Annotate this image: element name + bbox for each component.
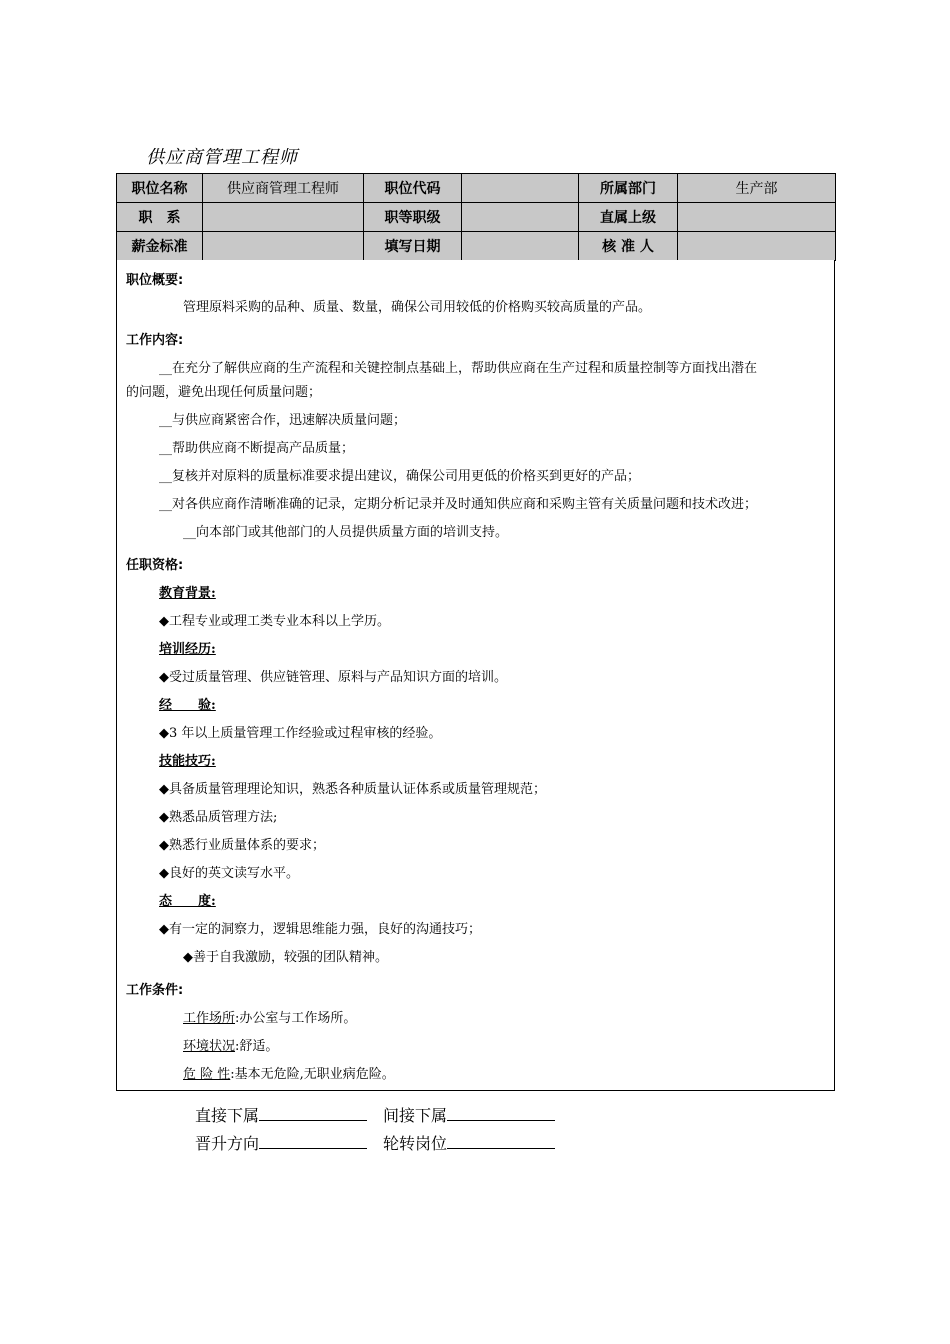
promotion-field — [195, 1131, 367, 1154]
fill-date-value — [462, 232, 579, 261]
indirect-reports-field — [383, 1103, 555, 1126]
promotion-blank[interactable] — [259, 1133, 367, 1149]
risk-value: :基本无危险,无职业病危险。 — [230, 1067, 395, 1082]
work-item: __与供应商紧密合作，迅速解决质量问题； — [159, 413, 407, 428]
environment-value: :舒适。 — [235, 1039, 279, 1054]
environment-line — [183, 1035, 278, 1054]
education-label: 教育背景: — [159, 586, 216, 601]
supervisor-label: 直属上级 — [579, 203, 678, 232]
work-item: __向本部门或其他部门的人员提供质量方面的培训支持。 — [183, 525, 509, 540]
workplace-line — [183, 1007, 356, 1026]
table-row — [117, 232, 836, 261]
position-info-table — [116, 173, 836, 261]
experience-label: 经 验: — [159, 698, 216, 713]
overview-title: 职位概要: — [126, 273, 184, 288]
education-text: ◆工程专业或理工类专业本科以上学历。 — [159, 614, 390, 629]
supervisor-value — [678, 203, 836, 232]
salary-label: 薪金标准 — [117, 232, 203, 261]
workplace-value: :办公室与工作场所。 — [235, 1011, 357, 1026]
approver-value — [678, 232, 836, 261]
fill-date-label: 填写日期 — [364, 232, 462, 261]
department-label: 所属部门 — [579, 174, 678, 203]
promotion-label: 晋升方向 — [195, 1134, 260, 1153]
position-code-value — [462, 174, 579, 203]
work-content-title: 工作内容: — [126, 333, 184, 348]
environment-label: 环境状况 — [183, 1039, 236, 1054]
work-content-section — [116, 320, 835, 546]
rotation-blank[interactable] — [447, 1133, 555, 1149]
rotation-label: 轮转岗位 — [383, 1134, 448, 1153]
department-value: 生产部 — [678, 174, 836, 203]
job-family-label: 职 系 — [117, 203, 203, 232]
skill-item: ◆熟悉品质管理方法; — [159, 810, 278, 825]
job-family-value — [203, 203, 364, 232]
workplace-label: 工作场所 — [183, 1011, 236, 1026]
attitude-item: ◆有一定的洞察力，逻辑思维能力强，良好的沟通技巧； — [159, 922, 481, 937]
work-conditions-title: 工作条件: — [126, 983, 184, 998]
direct-reports-field — [195, 1103, 367, 1126]
work-conditions-section — [116, 970, 835, 1091]
position-code-label: 职位代码 — [364, 174, 462, 203]
position-name-label: 职位名称 — [117, 174, 203, 203]
overview-section — [116, 260, 835, 321]
table-row — [117, 203, 836, 232]
overview-text: 管理原料采购的品种、质量、数量，确保公司用较低的价格购买较高质量的产品。 — [183, 300, 652, 315]
document-title: 供应商管理工程师 — [146, 147, 298, 168]
work-item: __对各供应商作清晰准确的记录，定期分析记录并及时通知供应商和采购主管有关质量问题和技术改进； — [159, 497, 758, 512]
indirect-reports-blank[interactable] — [447, 1105, 555, 1121]
skill-item: ◆具备质量管理理论知识，熟悉各种质量认证体系或质量管理规范； — [159, 782, 546, 797]
attitude-item: ◆善于自我激励，较强的团队精神。 — [183, 950, 388, 965]
work-item: __在充分了解供应商的生产流程和关键控制点基础上，帮助供应商在生产过程和质量控制等方面找出潜在 — [159, 361, 758, 376]
attitude-label: 态 度: — [159, 894, 216, 909]
approver-label: 核 准 人 — [579, 232, 678, 261]
work-item: 的问题，避免出现任何质量问题； — [126, 385, 322, 400]
table-row — [117, 174, 836, 203]
grade-label: 职等职级 — [364, 203, 462, 232]
skill-item: ◆熟悉行业质量体系的要求； — [159, 838, 325, 853]
position-name-value: 供应商管理工程师 — [203, 174, 364, 203]
work-item: __复核并对原料的质量标准要求提出建议，确保公司用更低的价格买到更好的产品； — [159, 469, 641, 484]
direct-reports-blank[interactable] — [259, 1105, 367, 1121]
qualifications-title: 任职资格: — [126, 558, 184, 573]
rotation-field — [383, 1131, 555, 1154]
indirect-reports-label: 间接下属 — [383, 1106, 448, 1125]
risk-label: 危 险 性 — [183, 1067, 231, 1082]
skill-item: ◆良好的英文读写水平。 — [159, 866, 299, 881]
grade-value — [462, 203, 579, 232]
direct-reports-label: 直接下属 — [195, 1106, 260, 1125]
qualifications-section — [116, 545, 835, 971]
skills-label: 技能技巧: — [159, 754, 216, 769]
work-item: __帮助供应商不断提高产品质量； — [159, 441, 355, 456]
experience-text: ◆3 年以上质量管理工作经验或过程审核的经验。 — [159, 726, 442, 741]
salary-value — [203, 232, 364, 261]
risk-line — [183, 1063, 395, 1082]
training-text: ◆受过质量管理、供应链管理、原料与产品知识方面的培训。 — [159, 670, 507, 685]
training-label: 培训经历: — [159, 642, 216, 657]
